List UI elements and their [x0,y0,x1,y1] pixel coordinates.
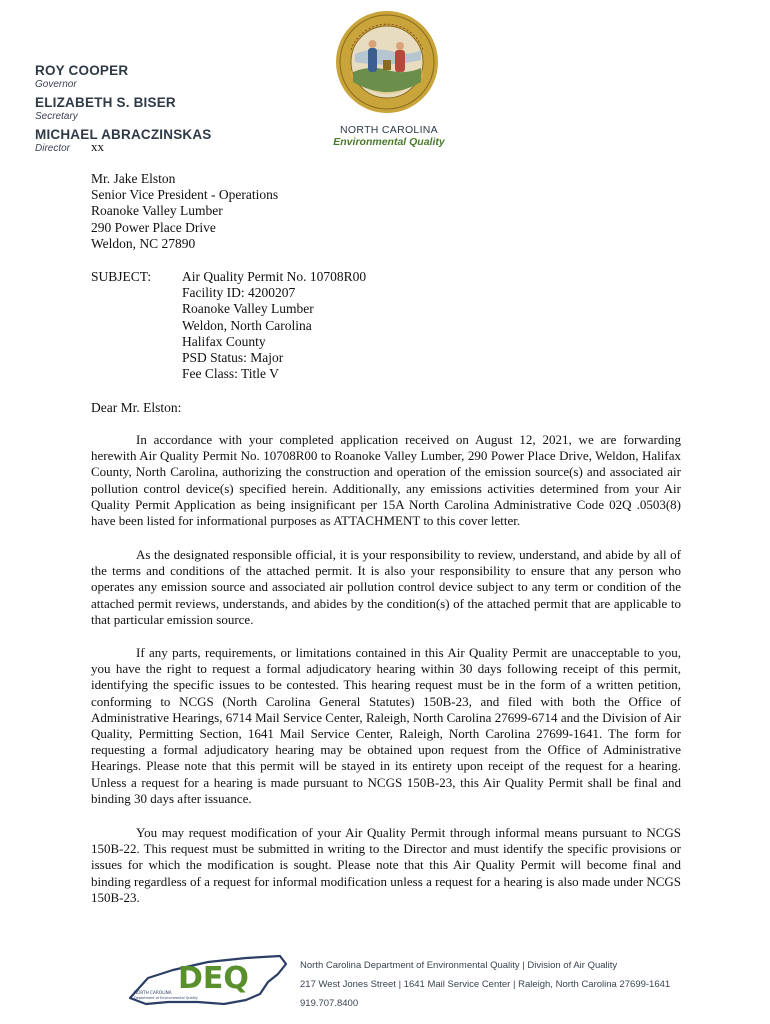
body-paragraph: As the designated responsible official, it is your responsibility to review, understand, and abide by all of the terms and conditions of the attached permit. It is also your responsibility to ensure that any person who operates any emission source and associated air pollution control device subject to any term or condition of the attached permit reviews, understands, and abides by the condition(s) of the attached permit that are applicable to that particular emission source. [91,547,681,627]
body-paragraph: In accordance with your completed application received on August 12, 2021, we are forwarding herewith Air Quality Permit No. 10708R00 to Roanoke Valley Lumber, 290 Power Place Drive, Weldon, Halifax County, North Carolina, authorizing the construction and operation of the emission source(s) and associated air pollution control device(s) specified herein. Additionally, any emissions activities determined from your Air Quality Permit Application as being insignificant per 15A North Carolina Administrative Code 02Q .0503(8) have been listed for informational purposes as ATTACHMENT to this cover letter. [91,432,681,529]
official-name: MICHAEL ABRACZINSKAS [35,127,212,142]
recipient-address [91,171,278,252]
official-title: Director [35,143,71,154]
subject-line: Halifax County [182,333,266,349]
subject-label: SUBJECT: [91,269,152,284]
recipient-name: Mr. Jake Elston [91,171,176,186]
recipient-city: Weldon, NC 27890 [91,235,196,251]
subject-line: Fee Class: Title V [182,366,279,382]
deq-logo-subtext: Department of Environmental Quality [134,996,198,1000]
official-title: Secretary [35,111,78,122]
footer-contact [300,956,670,1013]
letterhead-officials [35,63,212,159]
state-seal-icon [335,10,439,114]
salutation: Dear Mr. Elston: [91,400,182,415]
body-paragraph: You may request modification of your Air Quality Permit through informal means pursuant to NCGS 150B-22. This request must be submitted in writing to the Director and must identify the specific provisions or issues for which the modification is sought. Please note that this Air Quality Permit will become final and binding regardless of a request for informal modification unless a request for a hearing is also made under NCGS 150B-23. [91,825,681,905]
deq-logo-text: DEQ [178,961,249,996]
footer-line-address: 217 West Jones Street | 1641 Mail Service Center | Raleigh, North Carolina 27699-1641 [300,979,671,990]
recipient-title: Senior Vice President - Operations [91,187,279,203]
footer-line-division: North Carolina Department of Environmental Quality | Division of Air Quality [300,960,618,971]
recipient-street: 290 Power Place Drive [91,219,216,235]
agency-name-block [320,124,458,148]
subject-line: Roanoke Valley Lumber [182,301,314,317]
official-name: ROY COOPER [35,63,129,78]
subject-line: Weldon, North Carolina [182,317,312,333]
date-placeholder: xx [91,139,104,154]
agency-name: Environmental Quality [333,136,445,148]
subject-lines [182,269,366,382]
deq-logo-icon [128,948,288,1006]
deq-logo-subtext: NORTH CAROLINA [134,990,172,995]
subject-line: Air Quality Permit No. 10708R00 [182,269,367,284]
subject-line: PSD Status: Major [182,350,284,366]
official-title: Governor [35,79,77,90]
body-paragraph: If any parts, requirements, or limitations contained in this Air Quality Permit are unacceptable to you, you have the right to request a formal adjudicatory hearing within 30 days following receipt of this permit, identifying the specific issues to be contested. This hearing request must be in the form of a written petition, conforming to NCGS (North Carolina General Statutes) 150B-23, and filed with both the Office of Administrative Hearings, 6714 Mail Service Center, Raleigh, North Carolina 27699-6714 and the Division of Air Quality, Permitting Section, 1641 Mail Service Center, Raleigh, North Carolina 27699-1641. The form for requesting a formal adjudicatory hearing may be obtained upon request from the Office of Administrative Hearings. Please note that this permit will be stayed in its entirety upon receipt of the request for a hearing. Unless a request for a hearing is made pursuant to NCGS 150B-23, this Air Quality Permit shall be final and binding 30 days after issuance. [91,645,681,806]
footer-line-phone: 919.707.8400 [300,998,359,1009]
recipient-company: Roanoke Valley Lumber [91,203,223,219]
subject-line: Facility ID: 4200207 [182,285,296,301]
official-name: ELIZABETH S. BISER [35,95,176,110]
agency-state: NORTH CAROLINA [340,124,438,136]
